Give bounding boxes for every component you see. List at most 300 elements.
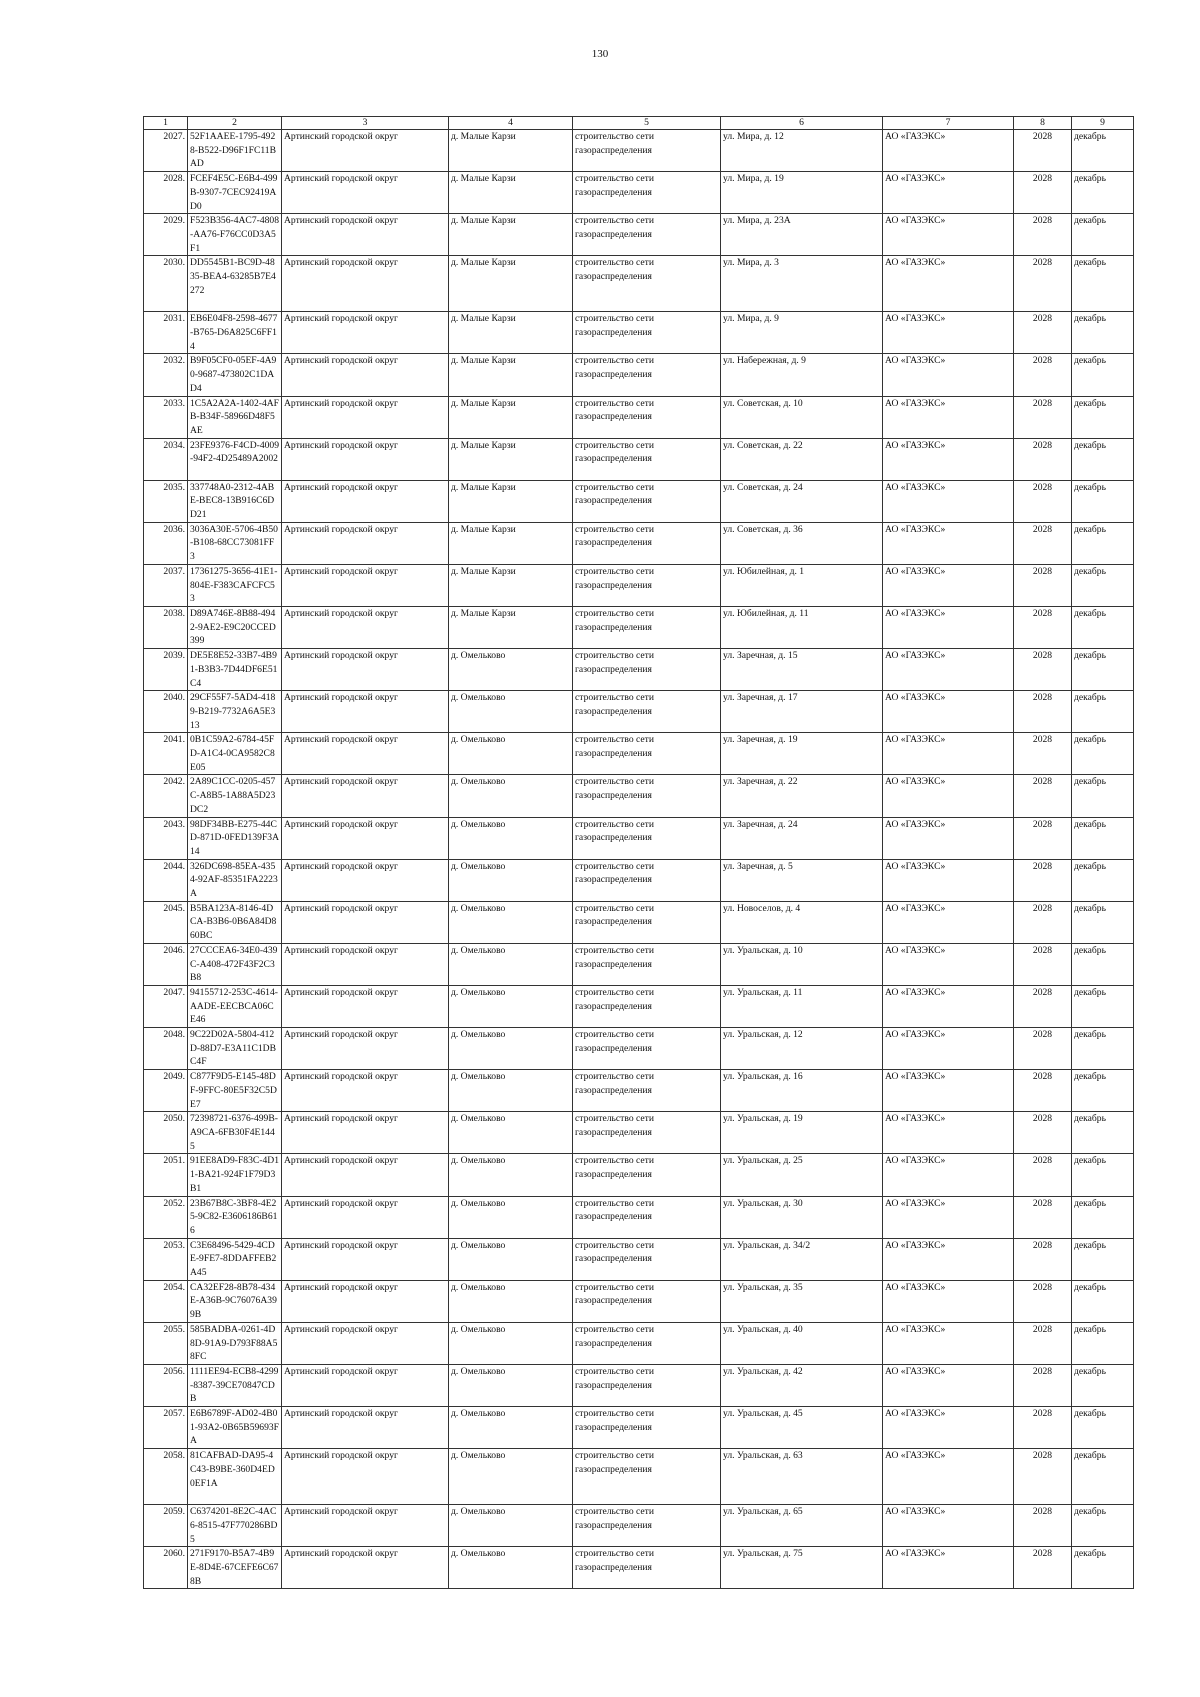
table-row [144, 1238, 1134, 1280]
month-cell: декабрь [1072, 1196, 1134, 1238]
organization-cell: АО «ГАЗЭКС» [883, 985, 1014, 1027]
district-cell: Артинский городской округ [282, 172, 449, 214]
locality-cell: д. Омельково [449, 1112, 573, 1154]
address-cell: ул. Заречная, д. 19 [721, 733, 883, 775]
row-number: 2055. [144, 1322, 188, 1364]
locality-cell: д. Малые Карзи [449, 354, 573, 396]
work-type-cell: строительство сети газораспределения [573, 396, 721, 438]
table-row [144, 1196, 1134, 1238]
object-id: C877F9D5-E145-48DF-9FFC-80E5F32C5DE7 [188, 1070, 282, 1112]
object-id: 271F9170-B5A7-4B9E-8D4E-67CEFE6C678B [188, 1547, 282, 1589]
row-number: 2052. [144, 1196, 188, 1238]
month-cell: декабрь [1072, 817, 1134, 859]
table-row [144, 649, 1134, 691]
month-cell: декабрь [1072, 214, 1134, 256]
year-cell: 2028 [1014, 1070, 1072, 1112]
month-cell: декабрь [1072, 1280, 1134, 1322]
table-row [144, 214, 1134, 256]
month-cell: декабрь [1072, 1238, 1134, 1280]
address-cell: ул. Мира, д. 3 [721, 256, 883, 312]
address-cell: ул. Уральская, д. 42 [721, 1364, 883, 1406]
district-cell: Артинский городской округ [282, 396, 449, 438]
district-cell: Артинский городской округ [282, 733, 449, 775]
table-row [144, 1112, 1134, 1154]
locality-cell: д. Омельково [449, 1449, 573, 1505]
table-row [144, 1364, 1134, 1406]
organization-cell: АО «ГАЗЭКС» [883, 1407, 1014, 1449]
column-header: 3 [282, 117, 449, 130]
organization-cell: АО «ГАЗЭКС» [883, 901, 1014, 943]
row-number: 2056. [144, 1364, 188, 1406]
address-cell: ул. Уральская, д. 16 [721, 1070, 883, 1112]
column-header: 8 [1014, 117, 1072, 130]
organization-cell: АО «ГАЗЭКС» [883, 1028, 1014, 1070]
work-type-cell: строительство сети газораспределения [573, 1547, 721, 1589]
year-cell: 2028 [1014, 775, 1072, 817]
locality-cell: д. Малые Карзи [449, 256, 573, 312]
work-type-cell: строительство сети газораспределения [573, 1280, 721, 1322]
column-header: 4 [449, 117, 573, 130]
row-number: 2031. [144, 312, 188, 354]
year-cell: 2028 [1014, 1112, 1072, 1154]
month-cell: декабрь [1072, 256, 1134, 312]
object-id: EB6E04F8-2598-4677-B765-D6A825C6FF14 [188, 312, 282, 354]
organization-cell: АО «ГАЗЭКС» [883, 733, 1014, 775]
work-type-cell: строительство сети газораспределения [573, 256, 721, 312]
object-id: 2A89C1CC-0205-457C-A8B5-1A88A5D23DC2 [188, 775, 282, 817]
row-number: 2040. [144, 691, 188, 733]
year-cell: 2028 [1014, 1449, 1072, 1505]
organization-cell: АО «ГАЗЭКС» [883, 172, 1014, 214]
column-header: 6 [721, 117, 883, 130]
locality-cell: д. Омельково [449, 1028, 573, 1070]
address-cell: ул. Заречная, д. 24 [721, 817, 883, 859]
table-row [144, 1280, 1134, 1322]
locality-cell: д. Омельково [449, 1547, 573, 1589]
work-type-cell: строительство сети газораспределения [573, 1028, 721, 1070]
year-cell: 2028 [1014, 1407, 1072, 1449]
organization-cell: АО «ГАЗЭКС» [883, 1505, 1014, 1547]
month-cell: декабрь [1072, 1407, 1134, 1449]
month-cell: декабрь [1072, 733, 1134, 775]
row-number: 2054. [144, 1280, 188, 1322]
address-cell: ул. Набережная, д. 9 [721, 354, 883, 396]
month-cell: декабрь [1072, 396, 1134, 438]
row-number: 2033. [144, 396, 188, 438]
district-cell: Артинский городской округ [282, 649, 449, 691]
year-cell: 2028 [1014, 172, 1072, 214]
row-number: 2032. [144, 354, 188, 396]
work-type-cell: строительство сети газораспределения [573, 438, 721, 480]
locality-cell: д. Малые Карзи [449, 130, 573, 172]
work-type-cell: строительство сети газораспределения [573, 1112, 721, 1154]
locality-cell: д. Омельково [449, 901, 573, 943]
object-id: 585BADBA-0261-4D8D-91A9-D793F88A58FC [188, 1322, 282, 1364]
row-number: 2041. [144, 733, 188, 775]
row-number: 2035. [144, 480, 188, 522]
locality-cell: д. Омельково [449, 1154, 573, 1196]
district-cell: Артинский городской округ [282, 1449, 449, 1505]
column-header: 1 [144, 117, 188, 130]
district-cell: Артинский городской округ [282, 775, 449, 817]
row-number: 2042. [144, 775, 188, 817]
locality-cell: д. Омельково [449, 1364, 573, 1406]
address-cell: ул. Уральская, д. 45 [721, 1407, 883, 1449]
month-cell: декабрь [1072, 985, 1134, 1027]
organization-cell: АО «ГАЗЭКС» [883, 1070, 1014, 1112]
month-cell: декабрь [1072, 1322, 1134, 1364]
row-number: 2050. [144, 1112, 188, 1154]
month-cell: декабрь [1072, 1505, 1134, 1547]
object-id: 23B67B8C-3BF8-4E25-9C82-E3606186B616 [188, 1196, 282, 1238]
district-cell: Артинский городской округ [282, 817, 449, 859]
year-cell: 2028 [1014, 859, 1072, 901]
work-type-cell: строительство сети газораспределения [573, 859, 721, 901]
district-cell: Артинский городской округ [282, 1112, 449, 1154]
month-cell: декабрь [1072, 1547, 1134, 1589]
row-number: 2028. [144, 172, 188, 214]
locality-cell: д. Омельково [449, 943, 573, 985]
organization-cell: АО «ГАЗЭКС» [883, 859, 1014, 901]
district-cell: Артинский городской округ [282, 985, 449, 1027]
object-id: 9C22D02A-5804-412D-88D7-E3A11C1DBC4F [188, 1028, 282, 1070]
district-cell: Артинский городской округ [282, 1070, 449, 1112]
year-cell: 2028 [1014, 691, 1072, 733]
column-header: 5 [573, 117, 721, 130]
organization-cell: АО «ГАЗЭКС» [883, 522, 1014, 564]
organization-cell: АО «ГАЗЭКС» [883, 1154, 1014, 1196]
address-cell: ул. Уральская, д. 11 [721, 985, 883, 1027]
work-type-cell: строительство сети газораспределения [573, 1322, 721, 1364]
row-number: 2037. [144, 564, 188, 606]
address-cell: ул. Советская, д. 22 [721, 438, 883, 480]
page-number: 130 [591, 48, 609, 60]
organization-cell: АО «ГАЗЭКС» [883, 817, 1014, 859]
row-number: 2043. [144, 817, 188, 859]
object-id: C6374201-8E2C-4AC6-8515-47F770286BD5 [188, 1505, 282, 1547]
table-row [144, 775, 1134, 817]
month-cell: декабрь [1072, 606, 1134, 648]
organization-cell: АО «ГАЗЭКС» [883, 438, 1014, 480]
month-cell: декабрь [1072, 691, 1134, 733]
locality-cell: д. Омельково [449, 1505, 573, 1547]
address-cell: ул. Мира, д. 9 [721, 312, 883, 354]
address-cell: ул. Уральская, д. 75 [721, 1547, 883, 1589]
object-id: DD5545B1-BC9D-4835-BEA4-63285B7E4272 [188, 256, 282, 312]
year-cell: 2028 [1014, 985, 1072, 1027]
month-cell: декабрь [1072, 1112, 1134, 1154]
year-cell: 2028 [1014, 733, 1072, 775]
row-number: 2047. [144, 985, 188, 1027]
object-id: 94155712-253C-4614-AADE-EECBCA06CE46 [188, 985, 282, 1027]
row-number: 2044. [144, 859, 188, 901]
row-number: 2053. [144, 1238, 188, 1280]
table-row [144, 480, 1134, 522]
address-cell: ул. Уральская, д. 63 [721, 1449, 883, 1505]
year-cell: 2028 [1014, 1322, 1072, 1364]
year-cell: 2028 [1014, 1547, 1072, 1589]
table-row [144, 564, 1134, 606]
district-cell: Артинский городской округ [282, 859, 449, 901]
month-cell: декабрь [1072, 1154, 1134, 1196]
work-type-cell: строительство сети газораспределения [573, 817, 721, 859]
district-cell: Артинский городской округ [282, 1547, 449, 1589]
locality-cell: д. Омельково [449, 1280, 573, 1322]
work-type-cell: строительство сети газораспределения [573, 649, 721, 691]
organization-cell: АО «ГАЗЭКС» [883, 1112, 1014, 1154]
year-cell: 2028 [1014, 312, 1072, 354]
organization-cell: АО «ГАЗЭКС» [883, 256, 1014, 312]
month-cell: декабрь [1072, 564, 1134, 606]
table-row [144, 1505, 1134, 1547]
table-row [144, 1547, 1134, 1589]
year-cell: 2028 [1014, 901, 1072, 943]
column-header: 2 [188, 117, 282, 130]
work-type-cell: строительство сети газораспределения [573, 1407, 721, 1449]
object-id: C3E68496-5429-4CDE-9FE7-8DDAFFEB2A45 [188, 1238, 282, 1280]
year-cell: 2028 [1014, 1028, 1072, 1070]
address-cell: ул. Советская, д. 24 [721, 480, 883, 522]
table-row [144, 943, 1134, 985]
year-cell: 2028 [1014, 817, 1072, 859]
object-id: 27CCCEA6-34E0-439C-A408-472F43F2C3B8 [188, 943, 282, 985]
district-cell: Артинский городской округ [282, 214, 449, 256]
year-cell: 2028 [1014, 130, 1072, 172]
work-type-cell: строительство сети газораспределения [573, 354, 721, 396]
month-cell: декабрь [1072, 775, 1134, 817]
work-type-cell: строительство сети газораспределения [573, 606, 721, 648]
locality-cell: д. Омельково [449, 985, 573, 1027]
work-type-cell: строительство сети газораспределения [573, 1196, 721, 1238]
row-number: 2030. [144, 256, 188, 312]
locality-cell: д. Омельково [449, 1407, 573, 1449]
district-cell: Артинский городской округ [282, 691, 449, 733]
address-cell: ул. Уральская, д. 65 [721, 1505, 883, 1547]
month-cell: декабрь [1072, 901, 1134, 943]
month-cell: декабрь [1072, 1028, 1134, 1070]
column-header: 9 [1072, 117, 1134, 130]
year-cell: 2028 [1014, 649, 1072, 691]
organization-cell: АО «ГАЗЭКС» [883, 1322, 1014, 1364]
locality-cell: д. Омельково [449, 817, 573, 859]
month-cell: декабрь [1072, 438, 1134, 480]
object-id: 0B1C59A2-6784-45FD-A1C4-0CA9582C8E05 [188, 733, 282, 775]
year-cell: 2028 [1014, 256, 1072, 312]
district-cell: Артинский городской округ [282, 1407, 449, 1449]
organization-cell: АО «ГАЗЭКС» [883, 691, 1014, 733]
organization-cell: АО «ГАЗЭКС» [883, 480, 1014, 522]
year-cell: 2028 [1014, 1505, 1072, 1547]
organization-cell: АО «ГАЗЭКС» [883, 1196, 1014, 1238]
address-cell: ул. Новоселов, д. 4 [721, 901, 883, 943]
address-cell: ул. Уральская, д. 12 [721, 1028, 883, 1070]
register-table [143, 116, 1134, 1589]
district-cell: Артинский городской округ [282, 130, 449, 172]
district-cell: Артинский городской округ [282, 438, 449, 480]
table-row [144, 396, 1134, 438]
district-cell: Артинский городской округ [282, 1505, 449, 1547]
object-id: 29CF55F7-5AD4-4189-B219-7732A6A5E313 [188, 691, 282, 733]
table-row [144, 691, 1134, 733]
column-header: 7 [883, 117, 1014, 130]
organization-cell: АО «ГАЗЭКС» [883, 1238, 1014, 1280]
row-number: 2049. [144, 1070, 188, 1112]
table-row [144, 1154, 1134, 1196]
row-number: 2051. [144, 1154, 188, 1196]
row-number: 2046. [144, 943, 188, 985]
district-cell: Артинский городской округ [282, 1238, 449, 1280]
month-cell: декабрь [1072, 859, 1134, 901]
object-id: 326DC698-85EA-4354-92AF-85351FA2223A [188, 859, 282, 901]
locality-cell: д. Малые Карзи [449, 438, 573, 480]
row-number: 2058. [144, 1449, 188, 1505]
organization-cell: АО «ГАЗЭКС» [883, 775, 1014, 817]
month-cell: декабрь [1072, 522, 1134, 564]
locality-cell: д. Омельково [449, 775, 573, 817]
address-cell: ул. Заречная, д. 17 [721, 691, 883, 733]
locality-cell: д. Малые Карзи [449, 312, 573, 354]
locality-cell: д. Омельково [449, 1322, 573, 1364]
object-id: D89A746E-8B88-4942-9AE2-E9C20CCED399 [188, 606, 282, 648]
district-cell: Артинский городской округ [282, 564, 449, 606]
year-cell: 2028 [1014, 1364, 1072, 1406]
year-cell: 2028 [1014, 214, 1072, 256]
organization-cell: АО «ГАЗЭКС» [883, 214, 1014, 256]
address-cell: ул. Уральская, д. 40 [721, 1322, 883, 1364]
row-number: 2036. [144, 522, 188, 564]
object-id: B9F05CF0-05EF-4A90-9687-473802C1DAD4 [188, 354, 282, 396]
table-row [144, 859, 1134, 901]
district-cell: Артинский городской округ [282, 1280, 449, 1322]
district-cell: Артинский городской округ [282, 1364, 449, 1406]
month-cell: декабрь [1072, 480, 1134, 522]
month-cell: декабрь [1072, 649, 1134, 691]
year-cell: 2028 [1014, 1196, 1072, 1238]
row-number: 2034. [144, 438, 188, 480]
year-cell: 2028 [1014, 438, 1072, 480]
locality-cell: д. Омельково [449, 691, 573, 733]
table-row [144, 985, 1134, 1027]
row-number: 2029. [144, 214, 188, 256]
year-cell: 2028 [1014, 396, 1072, 438]
locality-cell: д. Малые Карзи [449, 564, 573, 606]
district-cell: Артинский городской округ [282, 354, 449, 396]
month-cell: декабрь [1072, 312, 1134, 354]
work-type-cell: строительство сети газораспределения [573, 214, 721, 256]
table-row [144, 522, 1134, 564]
organization-cell: АО «ГАЗЭКС» [883, 649, 1014, 691]
year-cell: 2028 [1014, 564, 1072, 606]
table-row [144, 354, 1134, 396]
row-number: 2039. [144, 649, 188, 691]
table-row [144, 606, 1134, 648]
work-type-cell: строительство сети газораспределения [573, 1449, 721, 1505]
month-cell: декабрь [1072, 1364, 1134, 1406]
address-cell: ул. Уральская, д. 10 [721, 943, 883, 985]
work-type-cell: строительство сети газораспределения [573, 1238, 721, 1280]
year-cell: 2028 [1014, 354, 1072, 396]
address-cell: ул. Заречная, д. 22 [721, 775, 883, 817]
month-cell: декабрь [1072, 130, 1134, 172]
work-type-cell: строительство сети газораспределения [573, 172, 721, 214]
organization-cell: АО «ГАЗЭКС» [883, 1547, 1014, 1589]
locality-cell: д. Омельково [449, 1196, 573, 1238]
organization-cell: АО «ГАЗЭКС» [883, 1449, 1014, 1505]
locality-cell: д. Малые Карзи [449, 606, 573, 648]
month-cell: декабрь [1072, 354, 1134, 396]
table-row [144, 438, 1134, 480]
district-cell: Артинский городской округ [282, 312, 449, 354]
district-cell: Артинский городской округ [282, 943, 449, 985]
table-row [144, 1028, 1134, 1070]
locality-cell: д. Малые Карзи [449, 522, 573, 564]
address-cell: ул. Юбилейная, д. 11 [721, 606, 883, 648]
table-row [144, 901, 1134, 943]
district-cell: Артинский городской округ [282, 1154, 449, 1196]
work-type-cell: строительство сети газораспределения [573, 733, 721, 775]
organization-cell: АО «ГАЗЭКС» [883, 312, 1014, 354]
address-cell: ул. Уральская, д. 34/2 [721, 1238, 883, 1280]
header-row [144, 117, 1134, 130]
work-type-cell: строительство сети газораспределения [573, 1154, 721, 1196]
row-number: 2057. [144, 1407, 188, 1449]
object-id: 98DF34BB-E275-44CD-871D-0FED139F3A14 [188, 817, 282, 859]
work-type-cell: строительство сети газораспределения [573, 943, 721, 985]
table-row [144, 733, 1134, 775]
year-cell: 2028 [1014, 1154, 1072, 1196]
row-number: 2048. [144, 1028, 188, 1070]
district-cell: Артинский городской округ [282, 480, 449, 522]
address-cell: ул. Советская, д. 36 [721, 522, 883, 564]
row-number: 2027. [144, 130, 188, 172]
organization-cell: АО «ГАЗЭКС» [883, 130, 1014, 172]
table-row [144, 256, 1134, 312]
object-id: 91EE8AD9-F83C-4D11-BA21-924F1F79D3B1 [188, 1154, 282, 1196]
district-cell: Артинский городской округ [282, 256, 449, 312]
address-cell: ул. Уральская, д. 25 [721, 1154, 883, 1196]
work-type-cell: строительство сети газораспределения [573, 1364, 721, 1406]
row-number: 2059. [144, 1505, 188, 1547]
table-row [144, 312, 1134, 354]
district-cell: Артинский городской округ [282, 1322, 449, 1364]
address-cell: ул. Уральская, д. 19 [721, 1112, 883, 1154]
work-type-cell: строительство сети газораспределения [573, 522, 721, 564]
work-type-cell: строительство сети газораспределения [573, 985, 721, 1027]
address-cell: ул. Уральская, д. 35 [721, 1280, 883, 1322]
table-row [144, 130, 1134, 172]
district-cell: Артинский городской округ [282, 1028, 449, 1070]
address-cell: ул. Заречная, д. 15 [721, 649, 883, 691]
object-id: 337748A0-2312-4ABE-BEC8-13B916C6DD21 [188, 480, 282, 522]
work-type-cell: строительство сети газораспределения [573, 1505, 721, 1547]
organization-cell: АО «ГАЗЭКС» [883, 354, 1014, 396]
object-id: 1111EE94-ECB8-4299-8387-39CE70847CDB [188, 1364, 282, 1406]
month-cell: декабрь [1072, 172, 1134, 214]
district-cell: Артинский городской округ [282, 901, 449, 943]
row-number: 2038. [144, 606, 188, 648]
locality-cell: д. Омельково [449, 1070, 573, 1112]
table-row [144, 172, 1134, 214]
year-cell: 2028 [1014, 480, 1072, 522]
locality-cell: д. Омельково [449, 1238, 573, 1280]
locality-cell: д. Омельково [449, 649, 573, 691]
address-cell: ул. Юбилейная, д. 1 [721, 564, 883, 606]
table-row [144, 817, 1134, 859]
object-id: 3036A30E-5706-4B50-B108-68CC73081FF3 [188, 522, 282, 564]
object-id: 23FE9376-F4CD-4009-94F2-4D25489A2002 [188, 438, 282, 480]
object-id: B5BA123A-8146-4DCA-B3B6-0B6A84D860BC [188, 901, 282, 943]
work-type-cell: строительство сети газораспределения [573, 312, 721, 354]
